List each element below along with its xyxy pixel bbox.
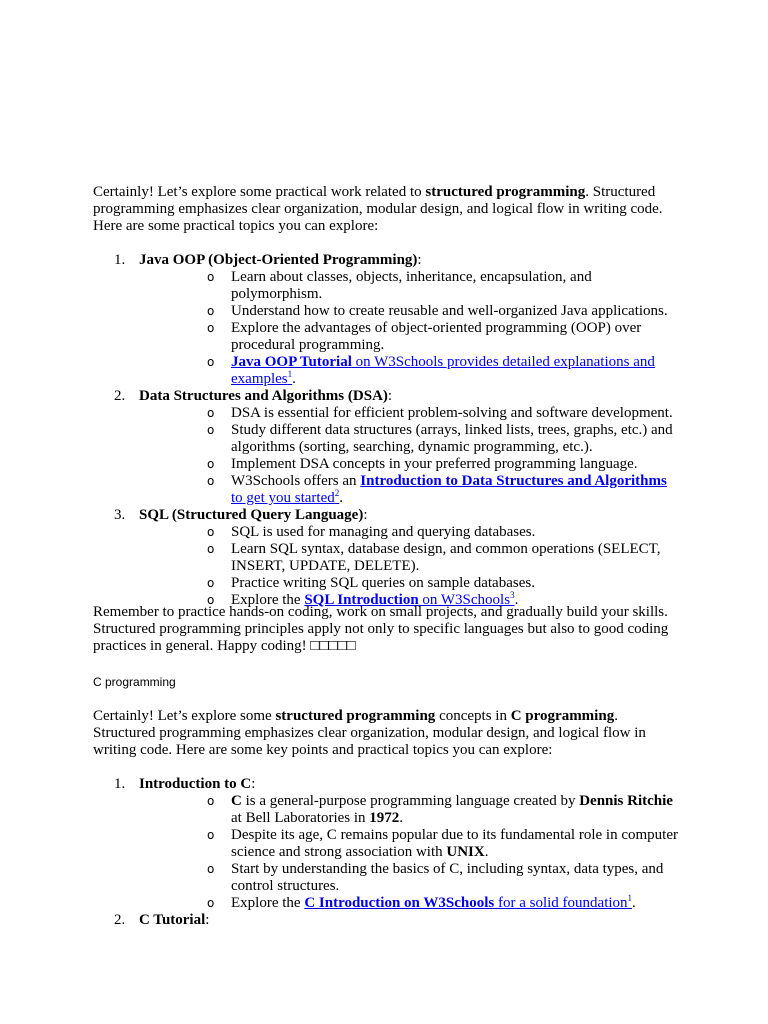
list-item: o Java OOP Tutorial on W3Schools provides detailed explanations and examples$^1$. xyxy=(207,354,655,387)
list-item: o Practice writing SQL queries on sample databases. xyxy=(207,575,535,591)
sql-introduction-link[interactable]: SQL Introduction on W3Schools$^3$ xyxy=(304,590,515,608)
list-item: o Explore the C Introduction on W3Schools for a solid foundation$^1$. xyxy=(207,893,636,911)
c-intro-paragraph: Certainly! Let’s explore some structured programming concepts in C programming. Structured programming emphasizes clear organization, modular design, and logical flow in writing code. Here are some key points and practical topics you can explore: xyxy=(93,708,646,758)
list-item: 2. Data Structures and Algorithms (DSA): o DSA is essential for efficient problem-solving and software development. o Study different data structures (arrays, linked lists, trees, graphs, etc.) and algorithms (sorting, searching, dynamic programming, etc.). o Implement DSA concepts in your preferred programming language. o W3Schools offers an Introduction to Data Structures and Algorithms to get you started$^2$. xyxy=(93,388,693,507)
list-item: o SQL is used for managing and querying databases. xyxy=(207,524,536,540)
list-item: o Explore the SQL Introduction on W3Schools$^3$. xyxy=(207,590,519,608)
list-item: 1. Java OOP (Object-Oriented Programming): o Learn about classes, objects, inheritance, encapsulation, and polymorphism. o Understand how to create reusable and well-organized Java applications. o Explore the advantages of object-oriented programming (OOP) over procedural programming. o Java OOP Tutorial on W3Schools provides detailed explanations and examples$^1$. xyxy=(93,252,693,388)
list-item: 3. SQL (Structured Query Language): o SQL is used for managing and querying databases. o Learn SQL syntax, database design, and common operations (SELECT, INSERT, UPDATE, DELETE). o Practice writing SQL queries on sample databases. o Explore the SQL Introduction on W3Schools$^3$. xyxy=(93,507,693,609)
list-item: o Despite its age, C remains popular due to its fundamental role in computer science and strong association with UNIX. xyxy=(207,827,678,860)
list-item: 2. C Tutorial: xyxy=(114,912,210,928)
list-item: o Implement DSA concepts in your preferred programming language. xyxy=(207,456,638,472)
list-item: o Understand how to create reusable and well-organized Java applications. xyxy=(207,303,668,319)
list-item: o Learn SQL syntax, database design, and common operations (SELECT, INSERT, UPDATE, DELETE). xyxy=(207,541,661,574)
topics-list xyxy=(93,252,693,609)
list-item: o C is a general-purpose programming language created by Dennis Ritchie at Bell Laboratories in 1972. xyxy=(207,793,673,826)
list-item: o Start by understanding the basics of C, including syntax, data types, and control structures. xyxy=(207,861,664,894)
list-item: o Explore the advantages of object-oriented programming (OOP) over procedural programming. xyxy=(207,320,642,353)
java-oop-tutorial-link[interactable]: Java OOP Tutorial on W3Schools provides detailed explanations and examples$^1$ xyxy=(231,354,655,387)
intro-paragraph: Certainly! Let’s explore some practical work related to structured programming. Structured programming emphasizes clear organization, modular design, and logical flow in writing code. Here are some practical topics you can explore: xyxy=(93,184,663,234)
c-topics-list xyxy=(93,776,693,929)
sub-list xyxy=(139,269,693,388)
sub-list xyxy=(139,405,693,507)
dsa-introduction-link[interactable]: Introduction to Data Structures and Algorithms to get you started$^2$ xyxy=(231,473,667,506)
list-item: o W3Schools offers an Introduction to Data Structures and Algorithms to get you started$^2$. xyxy=(207,473,667,506)
list-item: o Learn about classes, objects, inheritance, encapsulation, and polymorphism. xyxy=(207,269,592,302)
sub-list xyxy=(139,524,693,609)
list-item: o DSA is essential for efficient problem-solving and software development. xyxy=(207,405,673,421)
list-item: o Study different data structures (arrays, linked lists, trees, graphs, etc.) and algorithms (sorting, searching, dynamic programming, etc.). xyxy=(207,422,673,455)
section-heading: C programming xyxy=(93,675,176,689)
closing-paragraph: Remember to practice hands-on coding, work on small projects, and gradually build your skills. Structured programming principles apply not only to specific languages but also to good coding practices in general. Happy coding! □□□□□ xyxy=(93,604,669,654)
sub-list xyxy=(139,793,693,912)
c-introduction-link[interactable]: C Introduction on W3Schools for a solid foundation$^1$ xyxy=(304,893,633,911)
list-item: 1. Introduction to C: o C is a general-purpose programming language created by Dennis Ritchie at Bell Laboratories in 1972. o Despite its age, C remains popular due to its fundamental role in computer science and strong association with UNIX. o Start by understanding the basics of C, including syntax, data types, and control structures. o Explore the C Introduction on W3Schools for a solid foundation$^1$. xyxy=(93,776,693,912)
